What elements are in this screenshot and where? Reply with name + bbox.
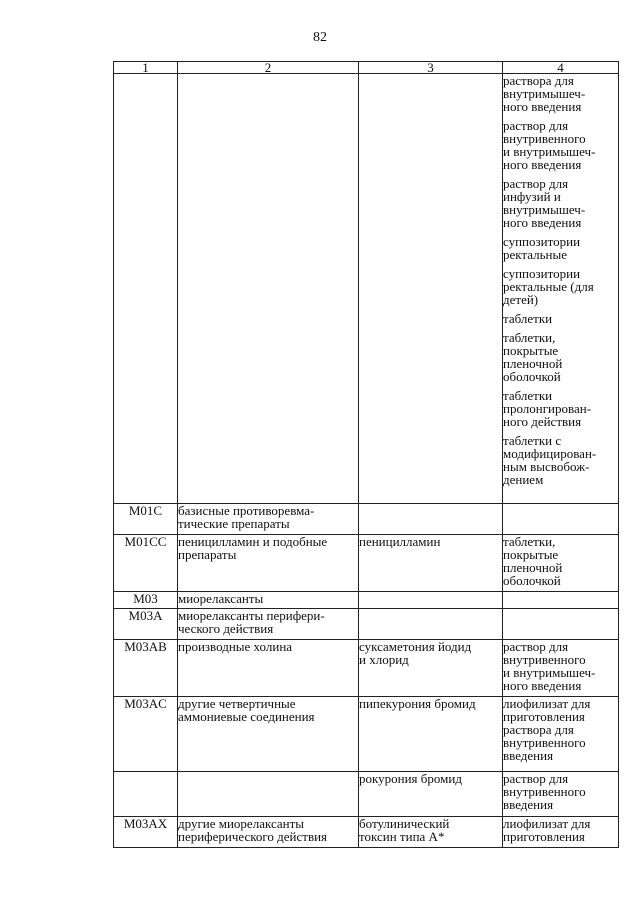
drug-table-body — [114, 62, 619, 848]
atc-code-cell: M03A — [114, 609, 178, 640]
atc-code-cell: M01C — [114, 504, 178, 535]
substance-cell: суксаметония йодид и хлорид — [359, 640, 503, 697]
page-number: 82 — [313, 30, 327, 45]
substance-cell: пеницилламин — [359, 535, 503, 592]
table-row — [114, 609, 619, 640]
group-cell — [178, 772, 359, 817]
table-row — [114, 817, 619, 848]
substance-cell: пипекурония бромид — [359, 697, 503, 772]
table-row — [114, 592, 619, 609]
dosage-form: суппозитории ректальные (для детей) — [503, 266, 594, 307]
dosage-forms-cell — [503, 504, 619, 535]
atc-code-cell — [114, 74, 178, 504]
dosage-form: раствора для внутримышеч- ного введения — [503, 73, 586, 114]
dosage-forms-cell — [503, 697, 619, 772]
header-col-2: 2 — [178, 62, 359, 74]
header-col-1: 1 — [114, 62, 178, 74]
group-cell: другие четвертичные аммониевые соединения — [178, 697, 359, 772]
header-col-3: 3 — [359, 62, 503, 74]
group-cell: пеницилламин и подобные препараты — [178, 535, 359, 592]
substance-cell: рокурония бромид — [359, 772, 503, 817]
group-cell: миорелаксанты — [178, 592, 359, 609]
dosage-forms-cell — [503, 74, 619, 504]
substance-cell — [359, 592, 503, 609]
dosage-form: таблетки, покрытые пленочной оболочкой — [503, 534, 563, 588]
dosage-form: раствор для инфузий и внутримышеч- ного введения — [503, 176, 586, 230]
dosage-form: лиофилизат для приготовления раствора для внутривенного введения — [503, 696, 591, 763]
dosage-form: лиофилизат для приготовления — [503, 816, 591, 844]
dosage-forms-cell — [503, 640, 619, 697]
dosage-form: раствор для внутривенного и внутримышеч- ного введения — [503, 639, 596, 693]
table-row — [114, 504, 619, 535]
dosage-form: раствор для внутривенного введения — [503, 771, 586, 812]
table-row — [114, 74, 619, 504]
drug-table — [113, 61, 619, 848]
group-cell: другие миорелаксанты периферического действия — [178, 817, 359, 848]
dosage-form: раствор для внутривенного и внутримышеч- ного введения — [503, 118, 596, 172]
group-cell: миорелаксанты перифери- ческого действия — [178, 609, 359, 640]
atc-code-cell: M03 — [114, 592, 178, 609]
dosage-form: суппозитории ректальные — [503, 234, 581, 262]
group-cell — [178, 74, 359, 504]
dosage-forms-cell — [503, 817, 619, 848]
atc-code-cell — [114, 772, 178, 817]
atc-code-cell: M03AX — [114, 817, 178, 848]
header-col-4: 4 — [503, 62, 619, 74]
table-row — [114, 697, 619, 772]
group-cell: производные холина — [178, 640, 359, 697]
table-header-row — [114, 62, 619, 74]
dosage-form: таблетки с модифицирован- ным высвобож- дением — [503, 433, 597, 487]
dosage-forms-cell — [503, 772, 619, 817]
substance-cell — [359, 504, 503, 535]
dosage-form: таблетки пролонгирован- ного действия — [503, 388, 592, 429]
atc-code-cell: M01CC — [114, 535, 178, 592]
substance-cell — [359, 74, 503, 504]
dosage-form: таблетки — [503, 311, 553, 326]
dosage-forms-cell — [503, 609, 619, 640]
dosage-form: таблетки, покрытые пленочной оболочкой — [503, 330, 563, 384]
atc-code-cell: M03AB — [114, 640, 178, 697]
table-row — [114, 535, 619, 592]
table-row — [114, 772, 619, 817]
substance-cell — [359, 609, 503, 640]
substance-cell: ботулинический токсин типа А* — [359, 817, 503, 848]
dosage-forms-cell — [503, 535, 619, 592]
dosage-forms-cell — [503, 592, 619, 609]
atc-code-cell: M03AC — [114, 697, 178, 772]
group-cell: базисные противоревма- тические препараты — [178, 504, 359, 535]
table-row — [114, 640, 619, 697]
